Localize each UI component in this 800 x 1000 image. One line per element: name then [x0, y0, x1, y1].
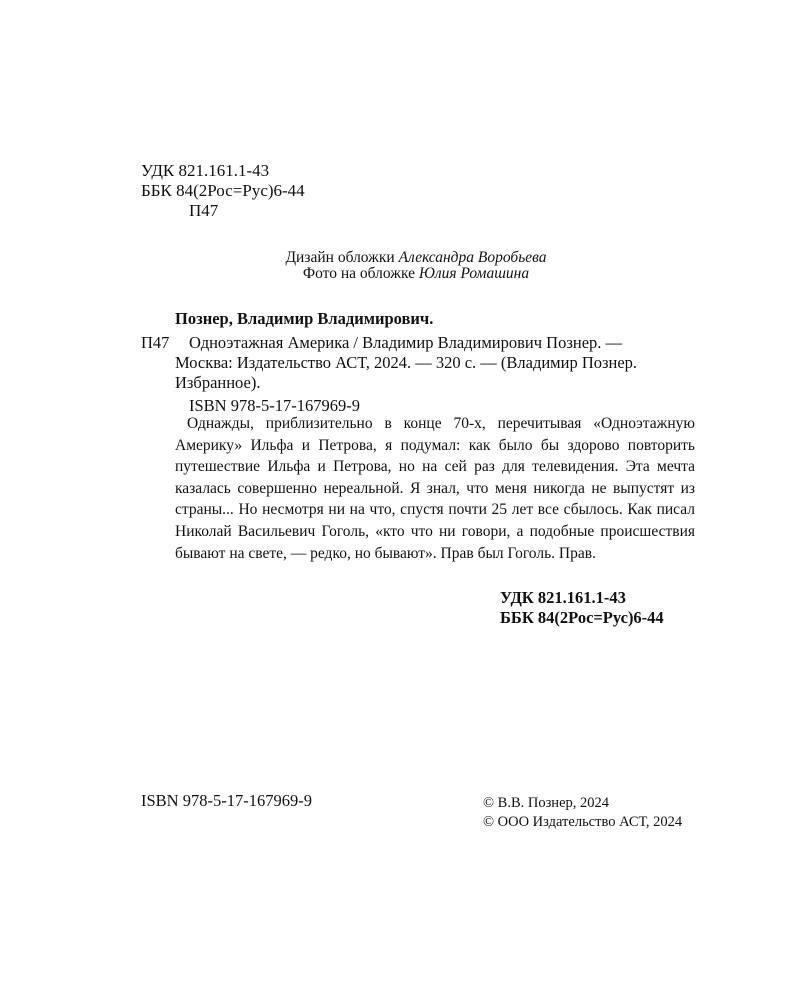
bbk-code-right: ББК 84(2Рос=Рус)6-44: [500, 608, 664, 627]
cover-design-credit: [270, 250, 562, 266]
author-heading: Познер, Владимир Владимирович.: [175, 309, 434, 328]
bibliographic-publisher-line: Москва: Издательство АСТ, 2024. — 320 с. — (Владимир Познер.: [175, 353, 638, 372]
cover-design-name: Александра Воробьева: [398, 249, 547, 266]
bibliographic-author-sign: П47: [141, 333, 170, 352]
isbn-footer: ISBN 978-5-17-167969-9: [141, 791, 312, 810]
copyright-author: © В.В. Познер, 2024: [483, 795, 610, 811]
cover-design-label: Дизайн обложки: [285, 249, 399, 266]
cover-credits: [270, 250, 562, 281]
bibliographic-series-line: Избранное).: [175, 373, 261, 392]
udk-code: УДК 821.161.1-43: [141, 161, 270, 180]
cover-photo-label: Фото на обложке: [302, 264, 419, 282]
bibliographic-title-line: Одноэтажная Америка / Владимир Владимирович Познер. —: [189, 333, 623, 352]
bbk-code: ББК 84(2Рос=Рус)6-44: [141, 181, 305, 200]
isbn-record: ISBN 978-5-17-167969-9: [189, 396, 360, 415]
udk-code-right: УДК 821.161.1-43: [500, 588, 626, 607]
cover-photo-name: Юлия Ромашина: [418, 264, 530, 282]
cover-photo-credit: [270, 266, 562, 282]
annotation-paragraph: Однажды, приблизительно в конце 70-х, перечитывая «Одноэтажную Америку» Ильфа и Петрова, я подумал: как было бы здорово повторить путешествие Ильфа и Петрова, но на сей раз для телевидения. Эта мечта казалась совершенно нереальной. Я знал, что меня никогда не выпустят из страны... Но несмотря ни на что, спустя почти 25 лет все сбылось. Как писал Николай Васильевич Гоголь, «кто что ни говори, а подобные происшествия бывают на свете, — редко, но бывают». Прав был Гоголь. Прав.: [175, 415, 695, 562]
author-sign: П47: [189, 201, 219, 220]
copyright-publisher: © ООО Издательство АСТ, 2024: [483, 814, 683, 830]
